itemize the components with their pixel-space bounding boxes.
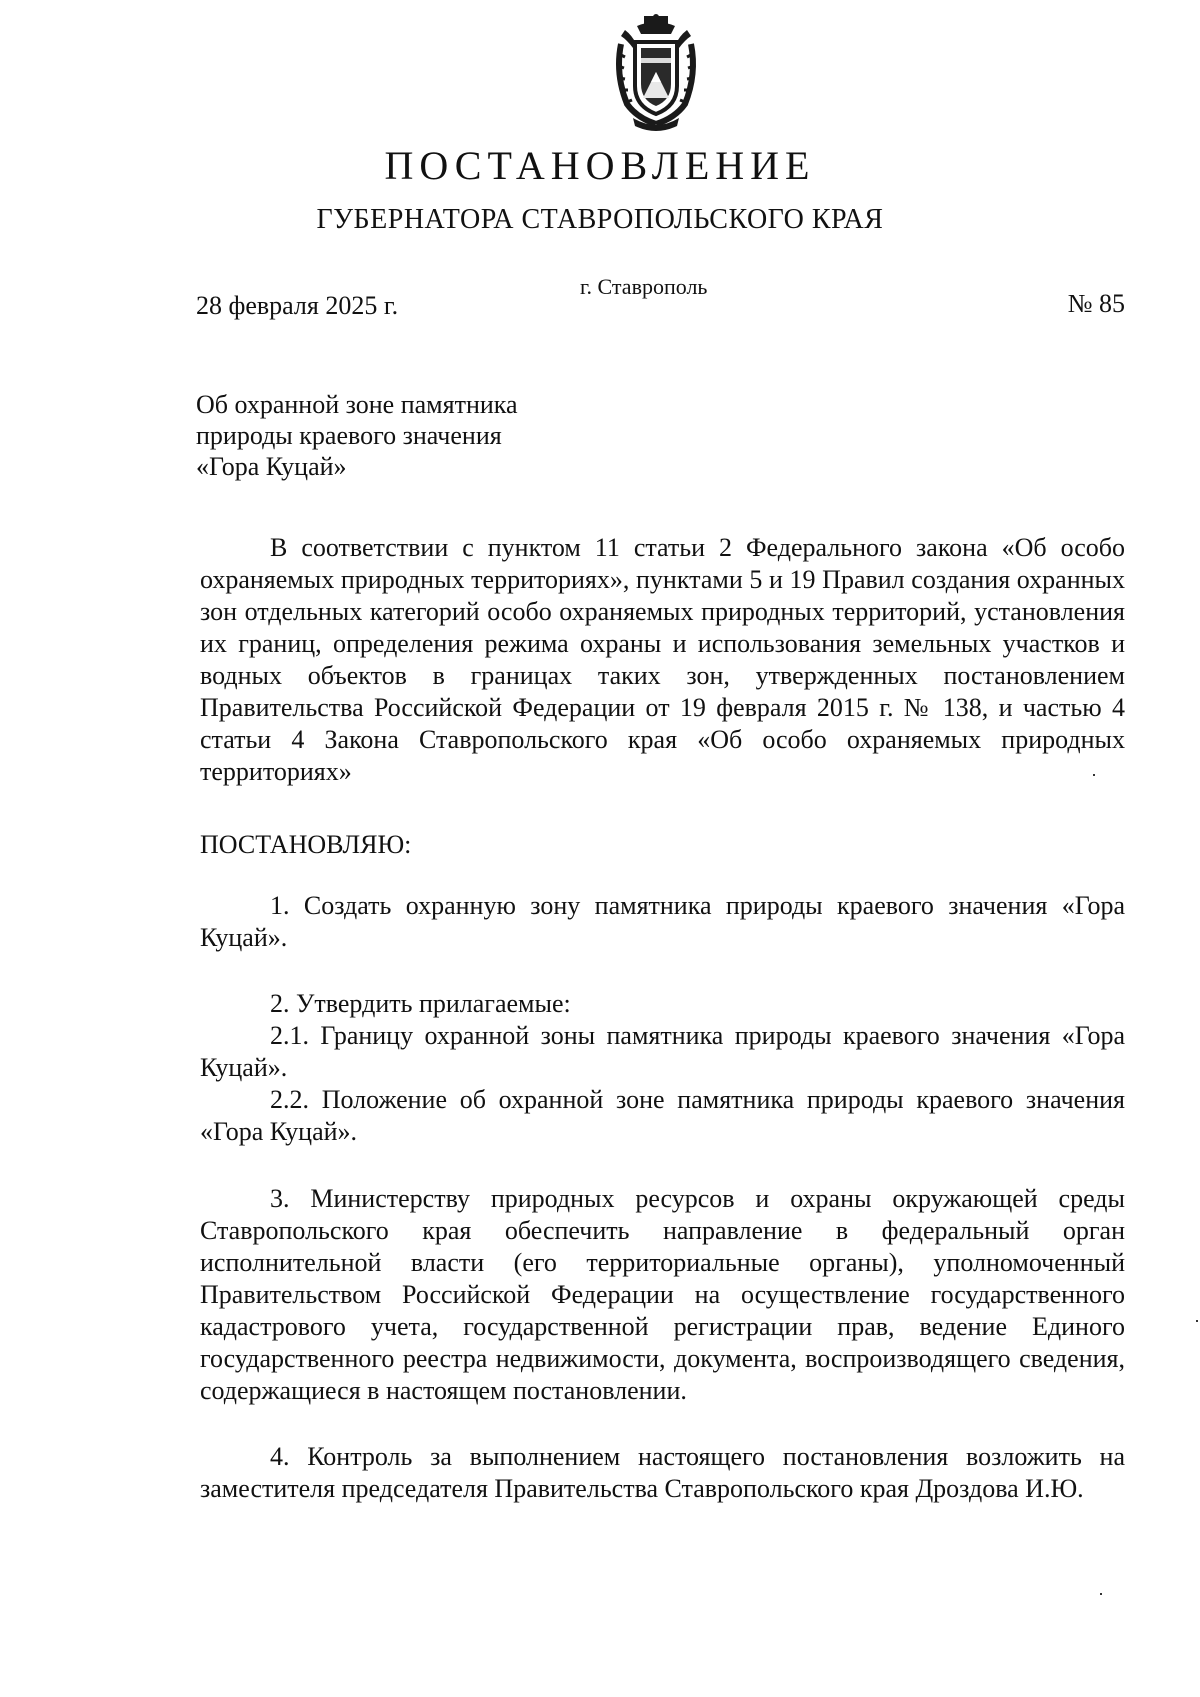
- preamble-section: [200, 532, 1125, 788]
- decree-word-section: [200, 829, 1125, 861]
- issue-date: 28 февраля 2025 г.: [196, 291, 399, 320]
- item-3-section: [200, 1183, 1125, 1407]
- item-2-2-paragraph: 2.2. Положение об охранной зоне памятника природы краевого значения «Гора Куцай».: [200, 1085, 1125, 1146]
- item-2-1-paragraph: 2.1. Границу охранной зоны памятника природы краевого значения «Гора Куцай».: [200, 1021, 1125, 1082]
- item-1-paragraph: 1. Создать охранную зону памятника природы краевого значения «Гора Куцай».: [200, 891, 1125, 952]
- stavropol-coat-of-arms-icon: [607, 14, 705, 132]
- item-3-paragraph: 3. Министерству природных ресурсов и охраны окружающей среды Ставропольского края обеспечить направление в федеральный орган исполнительной власти (его территориальные органы), уполномоченный Правительством Российской Федерации на осуществление государственного кадастрового учета, государственной регистрации прав, ведение Единого государственного реестра недвижимости, документа, воспроизводящего сведения, содержащиеся в настоящем постановлении.: [200, 1184, 1125, 1405]
- item-2-paragraph: 2. Утвердить прилагаемые:: [270, 989, 571, 1018]
- document-title: ПОСТАНОВЛЕНИЕ: [384, 143, 816, 188]
- scan-speck: [1093, 774, 1095, 776]
- scan-speck: [1100, 1593, 1102, 1595]
- item-2-section: [200, 988, 1125, 1148]
- document-issuer: ГУБЕРНАТОРА СТАВРОПОЛЬСКОГО КРАЯ: [316, 204, 884, 235]
- item-4-section: [200, 1441, 1125, 1505]
- preamble-paragraph: В соответствии с пунктом 11 статьи 2 Федерального закона «Об особо охраняемых природных территориях», пунктами 5 и 19 Правил создания охранных зон отдельных категорий особо охраняемых природных территорий, установления их границ, определения режима охраны и использования земельных участков и водных объектов в границах таких зон, утвержденных постановлением Правительства Российской Федерации от 19 февраля 2015 г. № 138, и частью 4 статьи 4 Закона Ставропольского края «Об особо охраняемых природных территориях»: [200, 533, 1125, 786]
- subject-line: «Гора Куцай»: [196, 452, 347, 481]
- document-subject: [196, 389, 518, 482]
- document-number: № 85: [1067, 289, 1125, 318]
- item-4-paragraph: 4. Контроль за выполнением настоящего постановления возложить на заместителя председателя Правительства Ставропольского края Дроздова И.Ю.: [200, 1442, 1125, 1503]
- subject-line: природы краевого значения: [196, 421, 502, 450]
- item-1-section: [200, 890, 1125, 954]
- scan-speck: [1196, 1320, 1198, 1322]
- subject-line: Об охранной зоне памятника: [196, 390, 518, 419]
- issue-city: г. Ставрополь: [580, 274, 708, 299]
- decree-word: ПОСТАНОВЛЯЮ:: [200, 830, 412, 859]
